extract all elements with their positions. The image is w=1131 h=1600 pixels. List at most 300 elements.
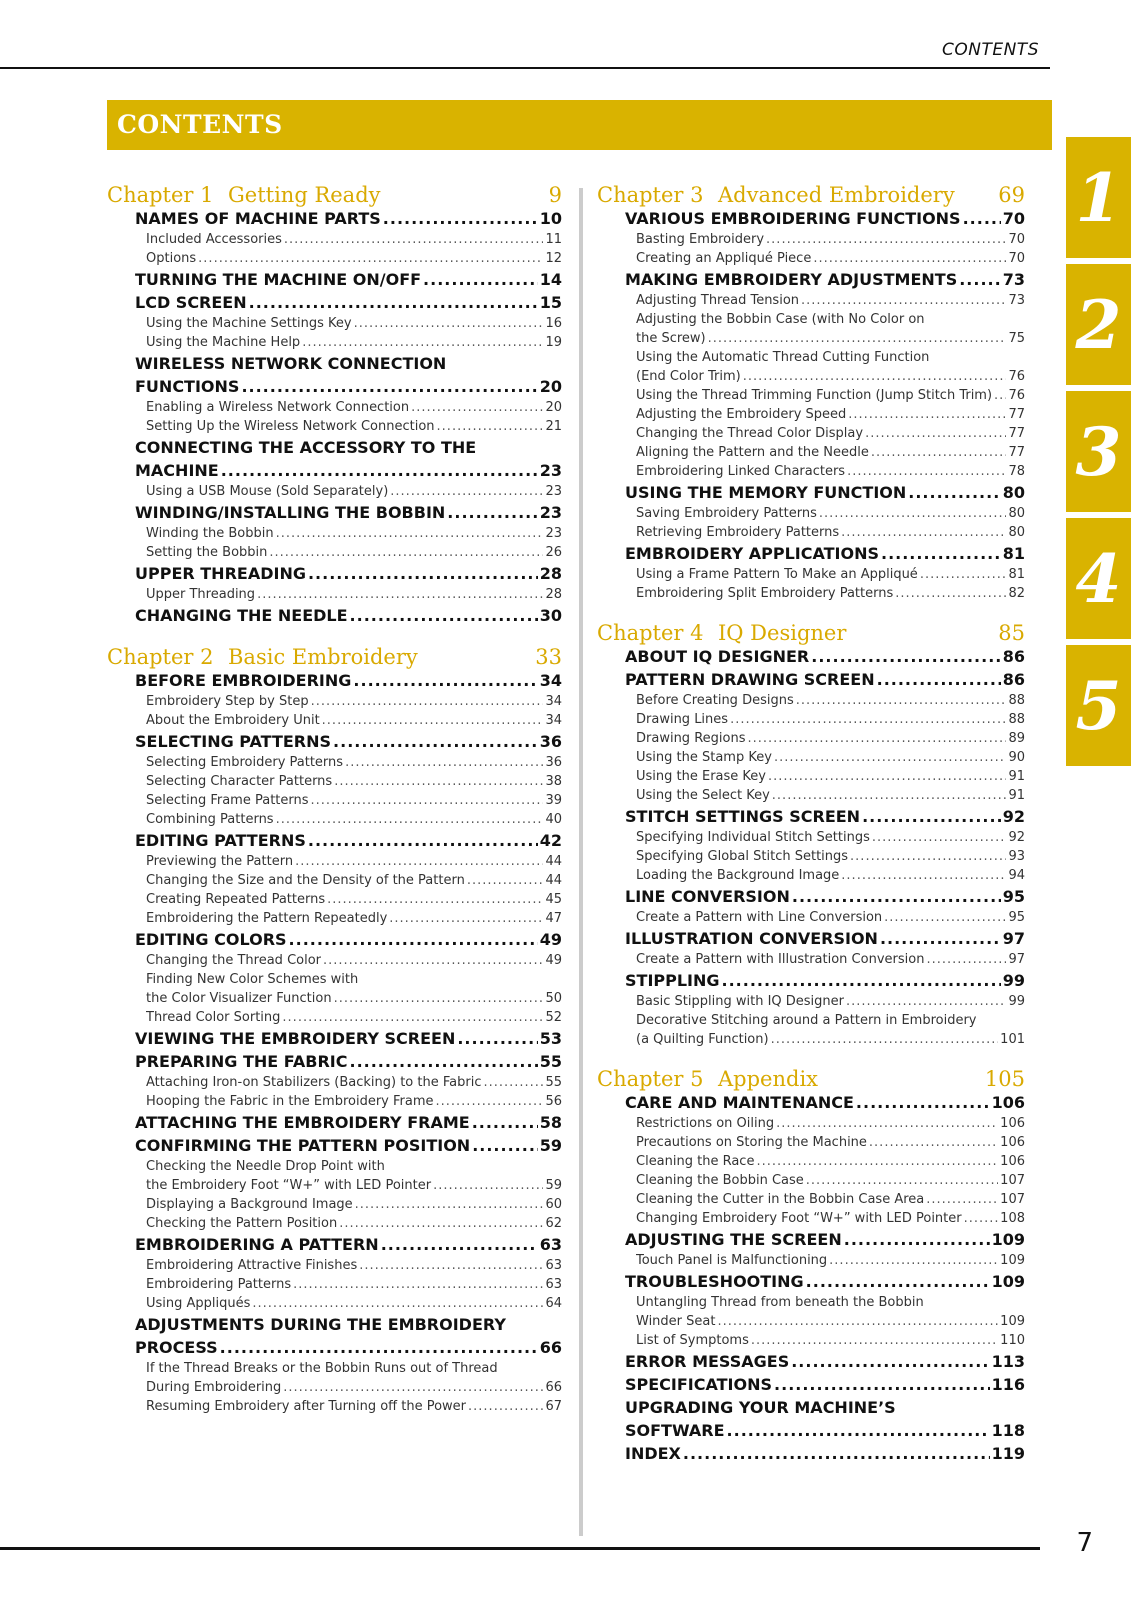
- toc-subsection-entry[interactable]: [636, 388, 1025, 407]
- entry-page: 95: [1008, 910, 1025, 925]
- entry-page: 45: [545, 892, 562, 907]
- toc-section-entry[interactable]: [135, 1315, 562, 1338]
- toc-subsection-entry[interactable]: [146, 251, 562, 270]
- entry-page: 47: [545, 911, 562, 926]
- entry-title: Aligning the Pattern and the Needle: [636, 445, 869, 460]
- entry-title: WIRELESS NETWORK CONNECTION: [135, 354, 447, 373]
- toc-section-entry[interactable]: [625, 1398, 1025, 1421]
- dot-leader: [390, 484, 543, 499]
- chapter-tab-3[interactable]: 3: [1066, 391, 1131, 512]
- entry-title: About the Embroidery Unit: [146, 713, 320, 728]
- entry-title: Finding New Color Schemes with: [146, 972, 359, 987]
- toc-subsection-entry[interactable]: [636, 506, 1025, 525]
- toc-subsection-entry[interactable]: [636, 1333, 1025, 1352]
- entry-page: 58: [539, 1113, 562, 1132]
- entry-title: Restrictions on Oiling: [636, 1116, 775, 1131]
- chapter-title: Advanced Embroidery: [718, 183, 955, 207]
- dot-leader: [383, 209, 538, 228]
- toc-subsection-entry[interactable]: [636, 1032, 1025, 1051]
- entry-page: 52: [545, 1010, 562, 1025]
- entry-title: UPPER THREADING: [135, 564, 306, 583]
- toc-section-entry[interactable]: [625, 483, 1025, 506]
- entry-title: Winder Seat: [636, 1314, 716, 1329]
- toc-subsection-entry[interactable]: [636, 567, 1025, 586]
- entry-title: Selecting Embroidery Patterns: [146, 755, 344, 770]
- entry-page: 40: [545, 812, 562, 827]
- entry-title: Upper Threading: [146, 587, 256, 602]
- toc-section-entry[interactable]: [135, 1338, 562, 1361]
- dot-leader: [774, 1375, 990, 1394]
- entry-title: Thread Color Sorting: [146, 1010, 281, 1025]
- toc-subsection-entry[interactable]: [146, 400, 562, 419]
- toc-section-entry[interactable]: [625, 670, 1025, 693]
- chapter-heading: [597, 621, 1025, 647]
- dot-leader: [774, 750, 1007, 765]
- entry-page: 20: [545, 400, 562, 415]
- toc-subsection-entry[interactable]: [146, 991, 562, 1010]
- toc-section-entry[interactable]: [135, 930, 562, 953]
- toc-subsection-entry[interactable]: [146, 1075, 562, 1094]
- toc-subsection-entry[interactable]: [146, 1197, 562, 1216]
- entry-title: MAKING EMBROIDERY ADJUSTMENTS: [625, 270, 958, 289]
- entry-title: Specifying Individual Stitch Settings: [636, 830, 870, 845]
- toc-subsection-entry[interactable]: [146, 1380, 562, 1399]
- dot-leader: [841, 868, 1006, 883]
- toc-subsection-entry[interactable]: [146, 316, 562, 335]
- entry-title: If the Thread Breaks or the Bobbin Runs out of Thread: [146, 1361, 498, 1376]
- toc-section-entry[interactable]: [135, 438, 562, 461]
- toc-subsection-entry[interactable]: [636, 407, 1025, 426]
- toc-subsection-entry[interactable]: [146, 755, 562, 774]
- toc-section-entry[interactable]: [135, 732, 562, 755]
- entry-title: Options: [146, 251, 197, 266]
- toc-subsection-entry[interactable]: [636, 445, 1025, 464]
- toc-subsection-entry[interactable]: [146, 694, 562, 713]
- entry-page: 99: [1002, 971, 1025, 990]
- dot-leader: [743, 369, 1007, 384]
- entry-title: CONFIRMING THE PATTERN POSITION: [135, 1136, 471, 1155]
- dot-leader: [751, 1333, 998, 1348]
- toc-section-entry[interactable]: [625, 544, 1025, 567]
- entry-title: Basting Embroidery: [636, 232, 765, 247]
- dot-leader: [241, 377, 537, 396]
- entry-title: (a Quilting Function): [636, 1032, 769, 1047]
- entry-page: 80: [1008, 506, 1025, 521]
- entry-page: 89: [1008, 731, 1025, 746]
- toc-section-entry[interactable]: [135, 564, 562, 587]
- chapter-title: Appendix: [718, 1067, 819, 1091]
- toc-subsection-entry[interactable]: [636, 232, 1025, 251]
- toc-subsection-entry[interactable]: [636, 331, 1025, 350]
- entry-page: 44: [545, 873, 562, 888]
- entry-page: 108: [1000, 1211, 1025, 1226]
- toc-section-entry[interactable]: [135, 461, 562, 484]
- entry-page: 106: [991, 1093, 1025, 1112]
- toc-subsection-entry[interactable]: [636, 1253, 1025, 1272]
- entry-page: 97: [1002, 929, 1025, 948]
- entry-page: 55: [545, 1075, 562, 1090]
- entry-title: Retrieving Embroidery Patterns: [636, 525, 840, 540]
- entry-title: Selecting Character Patterns: [146, 774, 333, 789]
- entry-page: 109: [991, 1272, 1025, 1291]
- entry-page: 95: [1002, 887, 1025, 906]
- toc-subsection-entry[interactable]: [146, 1258, 562, 1277]
- dot-leader: [355, 1197, 544, 1212]
- toc-subsection-entry[interactable]: [146, 1178, 562, 1197]
- toc-section-entry[interactable]: [625, 929, 1025, 952]
- toc-subsection-entry[interactable]: [636, 293, 1025, 312]
- dot-leader: [322, 713, 544, 728]
- dot-leader: [908, 483, 1000, 502]
- entry-title: LCD SCREEN: [135, 293, 247, 312]
- entry-title: Using Appliqués: [146, 1296, 251, 1311]
- toc-subsection-entry[interactable]: [636, 1173, 1025, 1192]
- dot-leader: [747, 731, 1006, 746]
- entry-title: CHANGING THE NEEDLE: [135, 606, 348, 625]
- entry-title: Setting Up the Wireless Network Connection: [146, 419, 435, 434]
- toc-subsection-entry[interactable]: [146, 854, 562, 873]
- dot-leader: [771, 1032, 999, 1047]
- toc-section-entry[interactable]: [135, 293, 562, 316]
- entry-title: Before Creating Designs: [636, 693, 794, 708]
- entry-title: Untangling Thread from beneath the Bobbin: [636, 1295, 924, 1310]
- entry-page: 81: [1002, 544, 1025, 563]
- chapter-label: Chapter 1: [107, 183, 214, 207]
- chapter-heading: [107, 645, 562, 671]
- entry-page: 11: [545, 232, 562, 247]
- dot-leader: [311, 694, 544, 709]
- toc-subsection-entry[interactable]: [146, 911, 562, 930]
- entry-page: 63: [545, 1258, 562, 1273]
- entry-page: 21: [545, 419, 562, 434]
- toc-subsection-entry[interactable]: [636, 464, 1025, 483]
- chapter-tabs: [1066, 137, 1131, 772]
- chapter-tab-5[interactable]: 5: [1066, 645, 1131, 766]
- entry-page: 44: [545, 854, 562, 869]
- entry-page: 14: [539, 270, 562, 289]
- chapter-tab-1[interactable]: 1: [1066, 137, 1131, 258]
- entry-title: Winding the Bobbin: [146, 526, 274, 541]
- entry-title: ATTACHING THE EMBROIDERY FRAME: [135, 1113, 470, 1132]
- toc-section-entry[interactable]: [625, 1375, 1025, 1398]
- entry-page: 28: [539, 564, 562, 583]
- entry-page: 119: [991, 1444, 1025, 1463]
- dot-leader: [850, 849, 1006, 864]
- chapter-title: Getting Ready: [228, 183, 381, 207]
- entry-title: Loading the Background Image: [636, 868, 840, 883]
- toc-section-entry[interactable]: [135, 671, 562, 694]
- dot-leader: [801, 293, 1006, 308]
- entry-title: Using the Automatic Thread Cutting Function: [636, 350, 930, 365]
- toc-section-entry[interactable]: [135, 209, 562, 232]
- toc-subsection-entry[interactable]: [146, 484, 562, 503]
- toc-subsection-entry[interactable]: [636, 712, 1025, 731]
- entry-page: 107: [1000, 1173, 1025, 1188]
- toc-subsection-entry[interactable]: [636, 693, 1025, 712]
- entry-page: 34: [539, 671, 562, 690]
- chapter-label: Chapter 5: [597, 1067, 704, 1091]
- chapter-tab-2[interactable]: 2: [1066, 264, 1131, 385]
- dot-leader: [806, 1272, 990, 1291]
- toc-subsection-entry[interactable]: [636, 849, 1025, 868]
- dot-leader: [433, 1178, 543, 1193]
- toc-section-entry[interactable]: [135, 831, 562, 854]
- toc-subsection-entry[interactable]: [636, 1314, 1025, 1333]
- entry-title: the Color Visualizer Function: [146, 991, 332, 1006]
- dot-leader: [848, 407, 1006, 422]
- dot-leader: [220, 1338, 538, 1357]
- chapter-entries: [135, 209, 562, 629]
- toc-section-entry[interactable]: [135, 354, 562, 377]
- dot-leader: [276, 812, 544, 827]
- dot-leader: [349, 1052, 537, 1071]
- entry-page: 59: [539, 1136, 562, 1155]
- entry-page: 34: [545, 713, 562, 728]
- chapter-page: 85: [998, 621, 1025, 645]
- toc-subsection-entry[interactable]: [146, 335, 562, 354]
- toc-subsection-entry[interactable]: [636, 426, 1025, 445]
- dot-leader: [964, 1211, 999, 1226]
- entry-title: Decorative Stitching around a Pattern in Embroidery: [636, 1013, 977, 1028]
- toc-subsection-entry[interactable]: [636, 251, 1025, 270]
- entry-title: Adjusting Thread Tension: [636, 293, 800, 308]
- dot-leader: [920, 567, 1007, 582]
- toc-section-entry[interactable]: [135, 1235, 562, 1258]
- toc-subsection-entry[interactable]: [636, 525, 1025, 544]
- entry-page: 97: [1008, 952, 1025, 967]
- entry-title: Cleaning the Race: [636, 1154, 755, 1169]
- toc-subsection-entry[interactable]: [636, 830, 1025, 849]
- toc-subsection-entry[interactable]: [636, 1295, 1025, 1314]
- toc-subsection-entry[interactable]: [636, 868, 1025, 887]
- entry-title: FUNCTIONS: [135, 377, 240, 396]
- toc-subsection-entry[interactable]: [146, 1399, 562, 1418]
- entry-title: BEFORE EMBROIDERING: [135, 671, 352, 690]
- toc-subsection-entry[interactable]: [146, 953, 562, 972]
- toc-subsection-entry[interactable]: [146, 545, 562, 564]
- entry-title: NAMES OF MACHINE PARTS: [135, 209, 381, 228]
- entry-title: Selecting Frame Patterns: [146, 793, 309, 808]
- entry-title: Embroidering Attractive Finishes: [146, 1258, 358, 1273]
- toc-section-entry[interactable]: [135, 1113, 562, 1136]
- toc-subsection-entry[interactable]: [146, 1216, 562, 1235]
- toc-subsection-entry[interactable]: [636, 952, 1025, 971]
- entry-title: Combining Patterns: [146, 812, 274, 827]
- toc-section-entry[interactable]: [135, 1029, 562, 1052]
- toc-subsection-entry[interactable]: [636, 1211, 1025, 1230]
- entry-title: Using a USB Mouse (Sold Separately): [146, 484, 389, 499]
- entry-title: Using a Frame Pattern To Make an Appliqué: [636, 567, 918, 582]
- dot-leader: [792, 887, 1001, 906]
- entry-page: 99: [1008, 994, 1025, 1009]
- entry-title: Changing Embroidery Foot “W+” with LED Pointer: [636, 1211, 962, 1226]
- entry-title: Using the Machine Settings Key: [146, 316, 352, 331]
- entry-title: STIPPLING: [625, 971, 720, 990]
- toc-section-entry[interactable]: [625, 887, 1025, 910]
- entry-title: the Embroidery Foot “W+” with LED Pointer: [146, 1178, 432, 1193]
- entry-page: 88: [1008, 693, 1025, 708]
- toc-subsection-entry[interactable]: [636, 910, 1025, 929]
- entry-title: LINE CONVERSION: [625, 887, 790, 906]
- toc-subsection-entry[interactable]: [146, 232, 562, 251]
- toc-subsection-entry[interactable]: [636, 1135, 1025, 1154]
- dot-leader: [468, 1399, 543, 1414]
- toc-subsection-entry[interactable]: [636, 1013, 1025, 1032]
- toc-subsection-entry[interactable]: [636, 1116, 1025, 1135]
- entry-page: 78: [1008, 464, 1025, 479]
- dot-leader: [381, 1235, 538, 1254]
- chapter-page: 33: [535, 645, 562, 669]
- entry-title: STITCH SETTINGS SCREEN: [625, 807, 861, 826]
- chapter-tab-4[interactable]: 4: [1066, 518, 1131, 639]
- dot-leader: [926, 1192, 998, 1207]
- toc-subsection-entry[interactable]: [146, 972, 562, 991]
- toc-subsection-entry[interactable]: [146, 812, 562, 831]
- toc-section-entry[interactable]: [625, 807, 1025, 830]
- toc-section-entry[interactable]: [135, 503, 562, 526]
- entry-title: Using the Thread Trimming Function (Jump Stitch Trim): [636, 388, 993, 403]
- toc-subsection-entry[interactable]: [146, 587, 562, 606]
- entry-page: 50: [545, 991, 562, 1006]
- entry-title: VARIOUS EMBROIDERING FUNCTIONS: [625, 209, 961, 228]
- toc-subsection-entry[interactable]: [636, 1154, 1025, 1173]
- entry-title: Setting the Bobbin: [146, 545, 268, 560]
- toc-section-entry[interactable]: [625, 971, 1025, 994]
- dot-leader: [308, 564, 538, 583]
- dot-leader: [880, 929, 1001, 948]
- dot-leader: [722, 971, 1001, 990]
- entry-page: 90: [1008, 750, 1025, 765]
- toc-subsection-entry[interactable]: [146, 526, 562, 545]
- toc-section-entry[interactable]: [135, 270, 562, 293]
- toc-section-entry[interactable]: [135, 606, 562, 629]
- toc-subsection-entry[interactable]: [146, 892, 562, 911]
- toc-subsection-entry[interactable]: [146, 419, 562, 438]
- entry-title: EMBROIDERY APPLICATIONS: [625, 544, 879, 563]
- chapter-label: Chapter 4: [597, 621, 704, 645]
- entry-page: 76: [1008, 369, 1025, 384]
- dot-leader: [437, 419, 544, 434]
- contents-banner: [107, 100, 1052, 150]
- entry-page: 92: [1008, 830, 1025, 845]
- toc-subsection-entry[interactable]: [146, 713, 562, 732]
- chapter-heading: [107, 183, 562, 209]
- toc-subsection-entry[interactable]: [146, 1010, 562, 1029]
- toc-subsection-entry[interactable]: [636, 994, 1025, 1013]
- entry-title: During Embroidering: [146, 1380, 282, 1395]
- dot-leader: [856, 1093, 990, 1112]
- toc-section-entry[interactable]: [625, 1352, 1025, 1375]
- entry-page: 66: [545, 1380, 562, 1395]
- entry-page: 62: [545, 1216, 562, 1231]
- toc-section-entry[interactable]: [625, 1230, 1025, 1253]
- entry-title: MACHINE: [135, 461, 219, 480]
- dot-leader: [289, 930, 538, 949]
- toc-subsection-entry[interactable]: [636, 731, 1025, 750]
- entry-title: Embroidering the Pattern Repeatedly: [146, 911, 388, 926]
- dot-leader: [472, 1113, 538, 1132]
- dot-leader: [877, 670, 1001, 689]
- toc-subsection-entry[interactable]: [636, 586, 1025, 605]
- toc-section-entry[interactable]: [625, 1421, 1025, 1444]
- entry-page: 101: [1000, 1032, 1025, 1047]
- toc-subsection-entry[interactable]: [636, 750, 1025, 769]
- toc-section-entry[interactable]: [625, 1444, 1025, 1467]
- dot-leader: [776, 1116, 998, 1131]
- toc-subsection-entry[interactable]: [146, 1361, 562, 1380]
- entry-title: Checking the Pattern Position: [146, 1216, 338, 1231]
- chapter-page: 69: [998, 183, 1025, 207]
- toc-subsection-entry[interactable]: [146, 1094, 562, 1113]
- toc-section-entry[interactable]: [625, 647, 1025, 670]
- dot-leader: [457, 1029, 537, 1048]
- entry-page: 107: [1000, 1192, 1025, 1207]
- entry-title: Using the Erase Key: [636, 769, 766, 784]
- toc-subsection-entry[interactable]: [636, 769, 1025, 788]
- entry-page: 80: [1002, 483, 1025, 502]
- entry-page: 92: [1002, 807, 1025, 826]
- entry-title: Enabling a Wireless Network Connection: [146, 400, 410, 415]
- toc-subsection-entry[interactable]: [146, 1277, 562, 1296]
- toc-subsection-entry[interactable]: [636, 312, 1025, 331]
- toc-subsection-entry[interactable]: [146, 1159, 562, 1178]
- entry-title: Create a Pattern with Illustration Conversion: [636, 952, 925, 967]
- dot-leader: [221, 461, 538, 480]
- toc-section-entry[interactable]: [625, 1272, 1025, 1295]
- toc-subsection-entry[interactable]: [636, 1192, 1025, 1211]
- toc-section-entry[interactable]: [135, 377, 562, 400]
- entry-page: 19: [545, 335, 562, 350]
- dot-leader: [819, 506, 1007, 521]
- toc-subsection-entry[interactable]: [636, 350, 1025, 369]
- dot-leader: [872, 830, 1007, 845]
- toc-section-entry[interactable]: [135, 1052, 562, 1075]
- page-number: 7: [1076, 1528, 1093, 1558]
- page-title: CONTENTS: [117, 110, 283, 139]
- entry-page: 56: [545, 1094, 562, 1109]
- entry-title: TROUBLESHOOTING: [625, 1272, 804, 1291]
- dot-leader: [447, 503, 537, 522]
- entry-page: 73: [1002, 270, 1025, 289]
- toc-subsection-entry[interactable]: [636, 788, 1025, 807]
- entry-page: 110: [1000, 1333, 1025, 1348]
- toc-subsection-entry[interactable]: [146, 793, 562, 812]
- entry-page: 118: [991, 1421, 1025, 1440]
- entry-page: 109: [1000, 1253, 1025, 1268]
- entry-page: 91: [1008, 788, 1025, 803]
- entry-title: WINDING/INSTALLING THE BOBBIN: [135, 503, 446, 522]
- entry-page: 12: [545, 251, 562, 266]
- toc-subsection-entry[interactable]: [146, 873, 562, 892]
- toc-section-entry[interactable]: [135, 1136, 562, 1159]
- toc-subsection-entry[interactable]: [636, 369, 1025, 388]
- entry-title: Cleaning the Cutter in the Bobbin Case Area: [636, 1192, 925, 1207]
- toc-section-entry[interactable]: [625, 1093, 1025, 1116]
- entry-page: 75: [1008, 331, 1025, 346]
- dot-leader: [293, 1277, 543, 1292]
- toc-section-entry[interactable]: [625, 209, 1025, 232]
- toc-subsection-entry[interactable]: [146, 1296, 562, 1315]
- entry-page: 16: [545, 316, 562, 331]
- entry-title: CONNECTING THE ACCESSORY TO THE: [135, 438, 477, 457]
- entry-page: 77: [1008, 445, 1025, 460]
- dot-leader: [283, 1380, 543, 1395]
- entry-title: Previewing the Pattern: [146, 854, 294, 869]
- toc-subsection-entry[interactable]: [146, 774, 562, 793]
- toc-section-entry[interactable]: [625, 270, 1025, 293]
- entry-page: 49: [539, 930, 562, 949]
- entry-page: 55: [539, 1052, 562, 1071]
